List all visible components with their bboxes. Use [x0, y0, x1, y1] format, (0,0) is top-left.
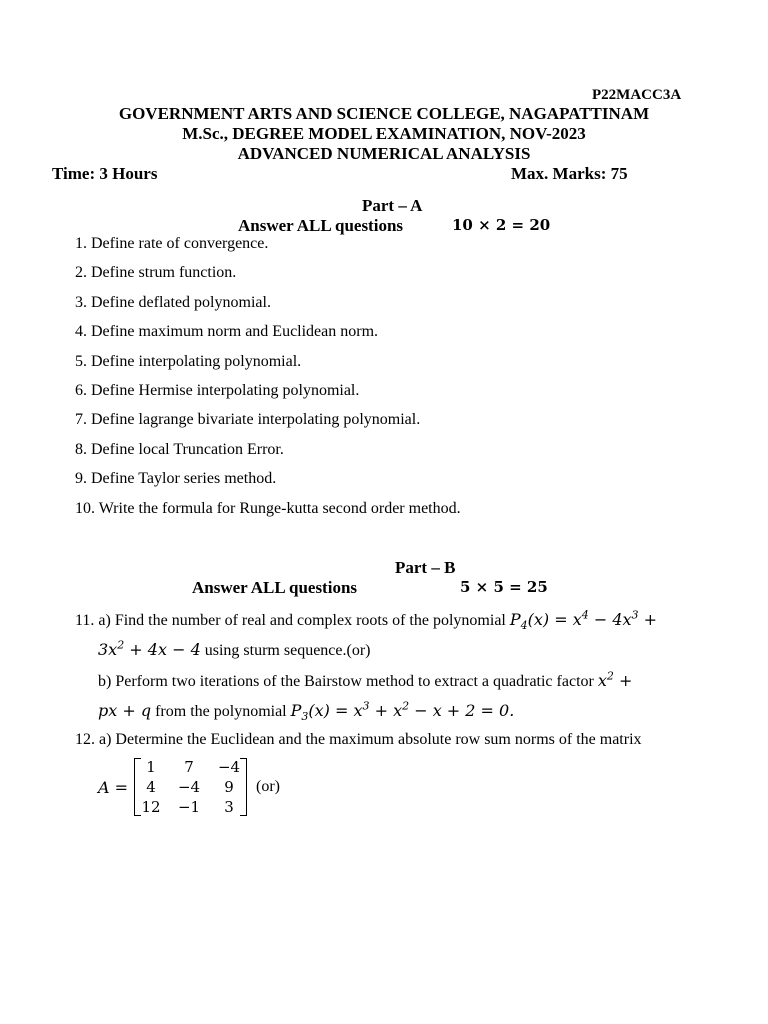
question-11b-text: b) Perform two iterations of the Bairstow method to extract a quadratic factor	[98, 673, 594, 690]
question-11a-text: 11. a) Find the number of real and complex roots of the polynomial	[75, 612, 506, 629]
polynomial-p4-cont: $3x^2 + 4x - 4$	[98, 638, 201, 659]
matrix-cell: 3	[224, 798, 234, 816]
quadratic-factor-cont: px + q	[98, 701, 152, 720]
part-b-marks: 5 × 5 = 25	[460, 578, 548, 596]
part-a-marks: 10 × 2 = 20	[452, 216, 551, 234]
question-11a-tail: using sturm sequence.(or)	[204, 642, 371, 659]
question-11a-line2	[98, 640, 370, 660]
question-4: 4. Define maximum norm and Euclidean norm.	[75, 323, 379, 340]
matrix-right-bracket	[240, 758, 247, 816]
matrix-cell: 4	[146, 778, 156, 796]
matrix-cell: 9	[224, 778, 234, 796]
question-12a: 12. a) Determine the Euclidean and the maximum absolute row sum norms of the matrix	[75, 731, 642, 748]
matrix-cell: 12	[141, 798, 161, 816]
polynomial-p3: $P_3(x) = x^3 + x^2 - x + 2 = 0$.	[290, 699, 515, 724]
matrix-label: A =	[98, 778, 129, 797]
question-6: 6. Define Hermise interpolating polynomial.	[75, 382, 360, 399]
question-11b-tail: from the polynomial	[155, 703, 287, 720]
question-10: 10. Write the formula for Runge-kutta second order method.	[75, 500, 461, 517]
part-b-title: Part – B	[395, 558, 456, 577]
question-8: 8. Define local Truncation Error.	[75, 441, 284, 458]
quadratic-factor: $x^2$ +	[597, 669, 633, 690]
question-2: 2. Define strum function.	[75, 264, 237, 281]
max-marks-label: Max. Marks: 75	[511, 164, 628, 183]
question-11b-line1	[98, 671, 632, 691]
or-label: (or)	[256, 778, 280, 795]
part-a-title: Part – A	[362, 196, 423, 215]
question-11a-line1	[75, 608, 658, 633]
matrix-cell: −4	[177, 778, 201, 796]
polynomial-p4: $P_4(x) = x^4 - 4x^3$ +	[509, 608, 658, 633]
paper-code: P22MACC3A	[592, 87, 682, 103]
question-9: 9. Define Taylor series method.	[75, 470, 277, 487]
question-5: 5. Define interpolating polynomial.	[75, 353, 302, 370]
matrix-a	[98, 756, 298, 818]
question-11b-line2	[98, 699, 515, 724]
question-7: 7. Define lagrange bivariate interpolating polynomial.	[75, 411, 421, 428]
question-1: 1. Define rate of convergence.	[75, 235, 269, 252]
subject-title: ADVANCED NUMERICAL ANALYSIS	[237, 144, 531, 163]
college-name: GOVERNMENT ARTS AND SCIENCE COLLEGE, NAGAPATTINAM	[118, 104, 650, 123]
part-a-instruction: Answer ALL questions	[238, 216, 404, 235]
exam-title: M.Sc., DEGREE MODEL EXAMINATION, NOV-2023	[182, 124, 586, 143]
time-label: Time: 3 Hours	[52, 164, 158, 183]
part-b-instruction: Answer ALL questions	[192, 578, 358, 597]
matrix-cell: 1	[146, 758, 156, 776]
matrix-cell: −4	[217, 758, 241, 776]
question-3: 3. Define deflated polynomial.	[75, 294, 271, 311]
matrix-cell: −1	[177, 798, 201, 816]
matrix-cell: 7	[184, 758, 194, 776]
